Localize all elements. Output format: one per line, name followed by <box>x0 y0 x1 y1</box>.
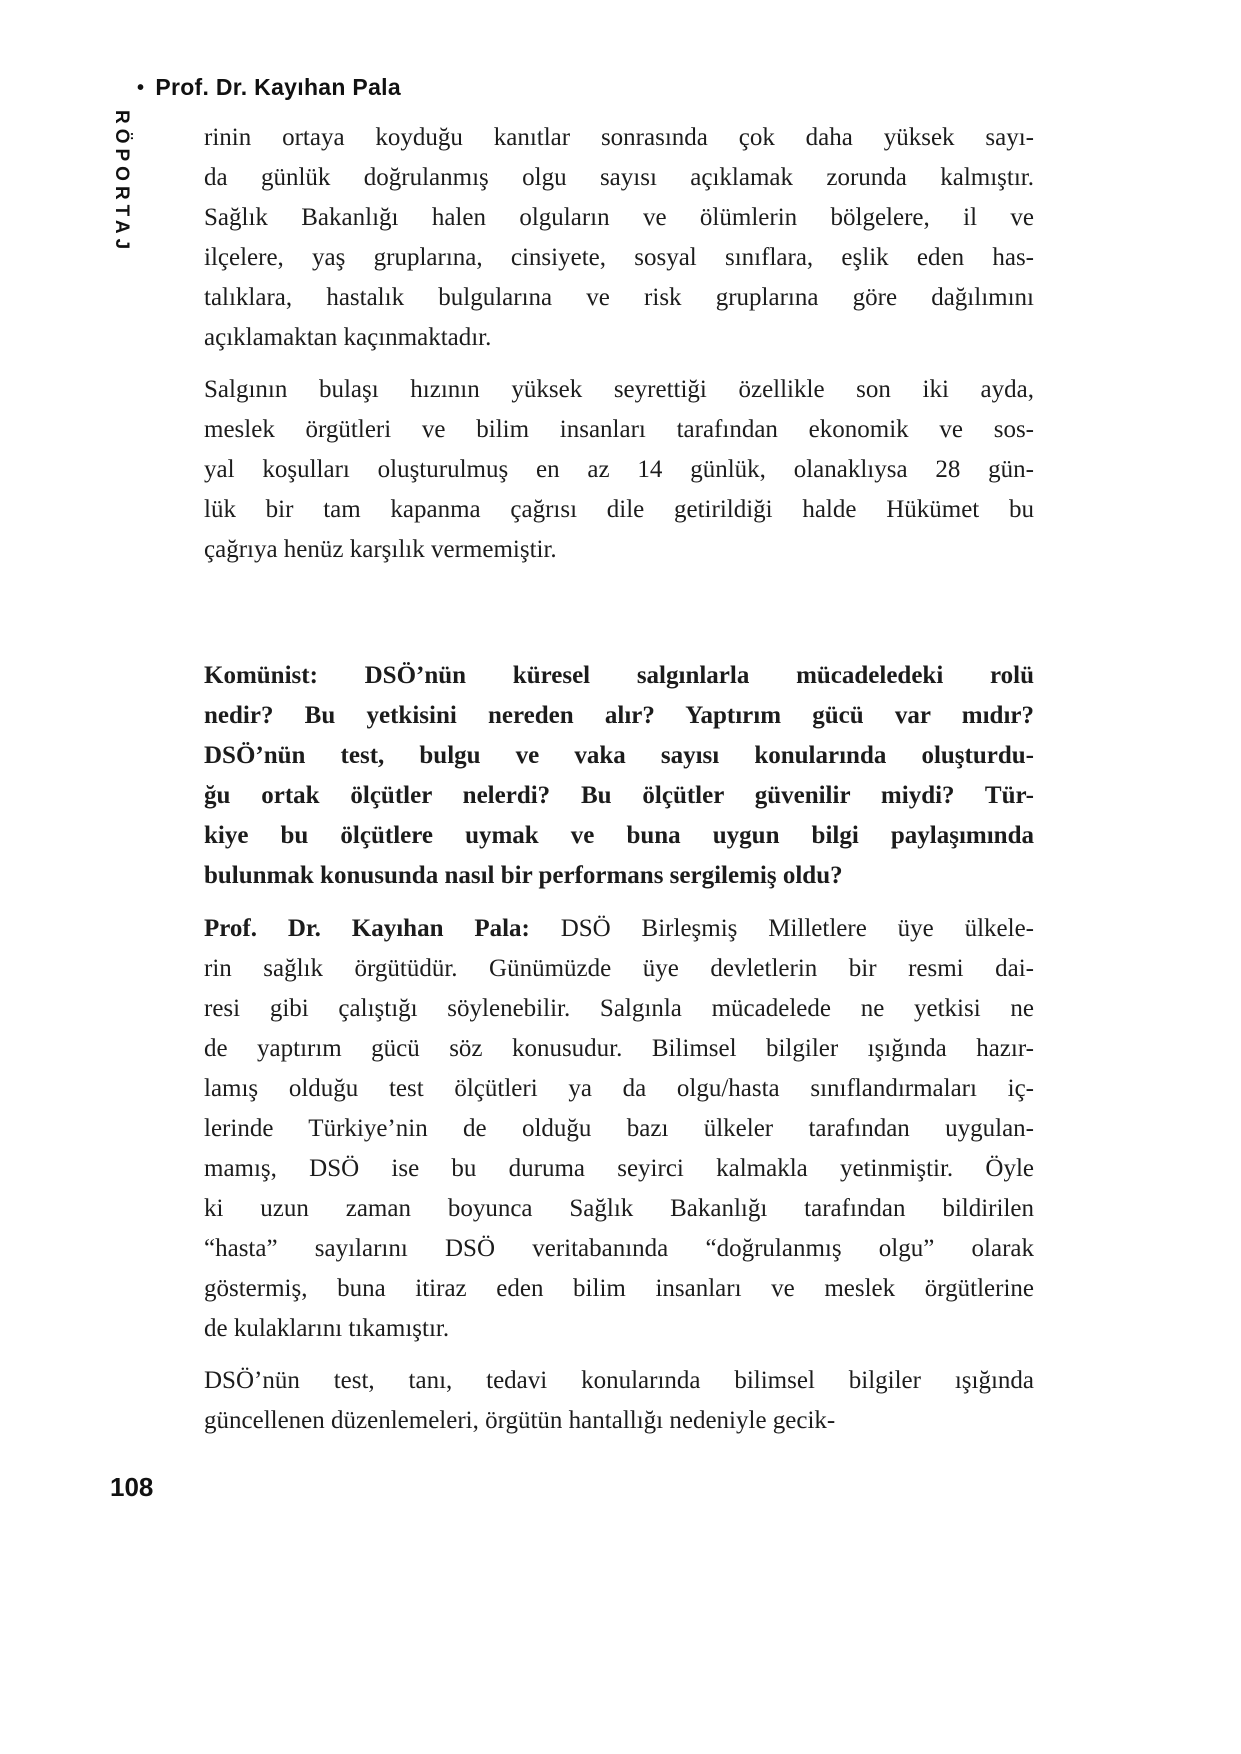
text-line: çağrıya henüz karşılık vermemiştir. <box>204 536 557 563</box>
text-line: yal koşulları oluşturulmuş en az 14 günlük, olanaklıysa 28 gün- <box>204 456 1034 483</box>
paragraph-continued <box>204 118 1034 358</box>
section-label-roportaj: RÖPORTAJ <box>111 110 132 255</box>
bullet-icon: • <box>137 76 145 99</box>
running-header-author: Prof. Dr. Kayıhan Pala <box>155 74 401 100</box>
text-line: de kulaklarını tıkamıştır. <box>204 1315 450 1342</box>
interview-question <box>204 656 1034 896</box>
text-line: “hasta” sayılarını DSÖ veritabanında “doğrulanmış olgu” olarak <box>204 1235 1034 1262</box>
text-line: resi gibi çalıştığı söylenebilir. Salgınla mücadelede ne yetkisi ne <box>204 995 1034 1022</box>
text-line: meslek örgütleri ve bilim insanları tarafından ekonomik ve sos- <box>204 416 1034 443</box>
text-line: lerinde Türkiye’nin de olduğu bazı ülkeler tarafından uygulan- <box>204 1115 1034 1142</box>
text-line: ki uzun zaman boyunca Sağlık Bakanlığı tarafından bildirilen <box>204 1195 1034 1222</box>
text-line: Komünist: DSÖ’nün küresel salgınlarla mücadeledeki rolü <box>204 662 1034 689</box>
speaker-label: Prof. Dr. Kayıhan Pala: <box>204 915 530 942</box>
text-line: kiye bu ölçütlere uymak ve buna uygun bilgi paylaşımında <box>204 822 1034 849</box>
text-line: ilçelere, yaş gruplarına, cinsiyete, sosyal sınıflara, eşlik eden has- <box>204 244 1034 271</box>
text-line: talıklara, hastalık bulgularına ve risk gruplarına göre dağılımını <box>204 284 1034 311</box>
text-line: Salgının bulaşı hızının yüksek seyrettiği özellikle son iki ayda, <box>204 376 1034 403</box>
text-line: bulunmak konusunda nasıl bir performans sergilemiş oldu? <box>204 862 843 889</box>
text-line: lük bir tam kapanma çağrısı dile getirildiği halde Hükümet bu <box>204 496 1034 523</box>
running-header <box>137 74 401 101</box>
page-number: 108 <box>110 1472 154 1502</box>
text-line: göstermiş, buna itiraz eden bilim insanları ve meslek örgütlerine <box>204 1275 1034 1302</box>
text-block <box>204 118 1034 1453</box>
text-line: mamış, DSÖ ise bu duruma seyirci kalmakla yetinmiştir. Öyle <box>204 1155 1034 1182</box>
text-line: DSÖ’nün test, tanı, tedavi konularında bilimsel bilgiler ışığında <box>204 1367 1034 1394</box>
text-line: ğu ortak ölçütler nelerdi? Bu ölçütler güvenilir miydi? Tür- <box>204 782 1034 809</box>
text-line: da günlük doğrulanmış olgu sayısı açıklamak zorunda kalmıştır. <box>204 164 1034 191</box>
text-line: DSÖ’nün test, bulgu ve vaka sayısı konularında oluşturdu- <box>204 742 1034 769</box>
interview-answer <box>204 909 1034 1349</box>
text-line: nedir? Bu yetkisini nereden alır? Yaptırım gücü var mıdır? <box>204 702 1034 729</box>
text-line: Prof. Dr. Kayıhan Pala: DSÖ Birleşmiş Milletlere üye ülkele- <box>204 915 1034 942</box>
text-line: lamış olduğu test ölçütleri ya da olgu/hasta sınıflandırmaları iç- <box>204 1075 1034 1102</box>
text-line: güncellenen düzenlemeleri, örgütün hantallığı nedeniyle gecik- <box>204 1407 836 1434</box>
text-line: Sağlık Bakanlığı halen olguların ve ölümlerin bölgelere, il ve <box>204 204 1034 231</box>
paragraph <box>204 370 1034 570</box>
text-line: rinin ortaya koyduğu kanıtlar sonrasında çok daha yüksek sayı- <box>204 124 1034 151</box>
text-line: rin sağlık örgütüdür. Günümüzde üye devletlerin bir resmi dai- <box>204 955 1034 982</box>
text-line: açıklamaktan kaçınmaktadır. <box>204 324 492 351</box>
text-line: de yaptırım gücü söz konusudur. Bilimsel bilgiler ışığında hazır- <box>204 1035 1034 1062</box>
paragraph <box>204 1361 1034 1441</box>
